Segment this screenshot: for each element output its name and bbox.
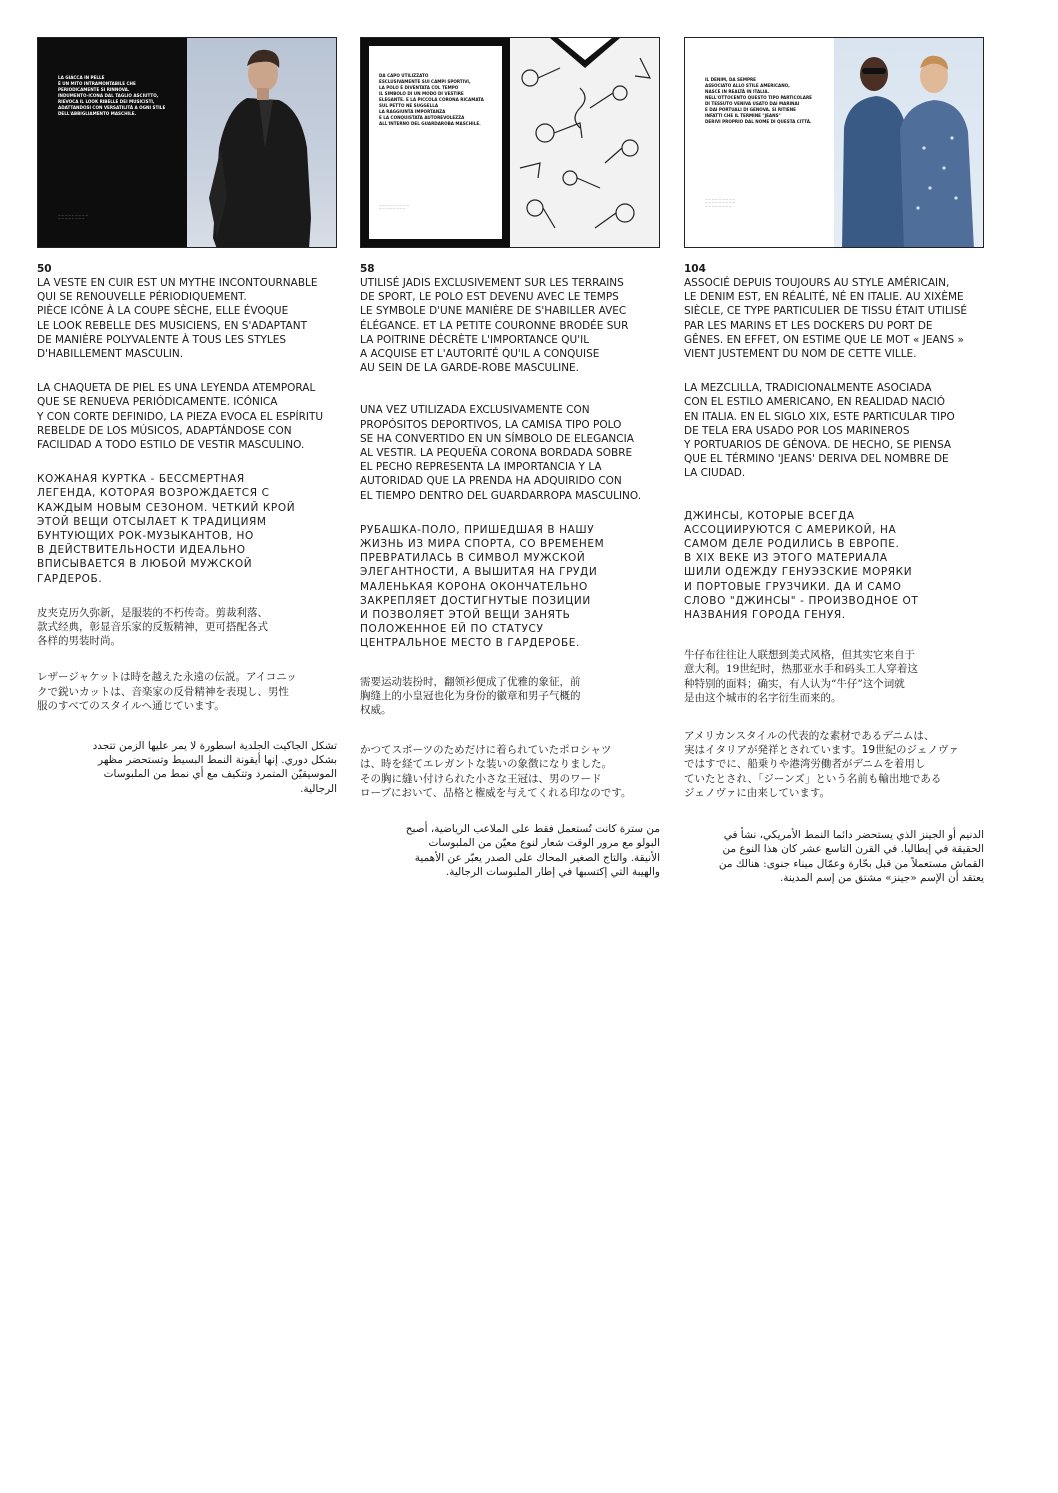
text-spanish: LA CHAQUETA DE PIEL ES UNA LEYENDA ATEMPORAL QUE SE RENUEVA PERIÓDICAMENTE. ICÓNICA Y CON CORTE DEFINIDO, LA PIEZA EVOCA EL ESPÍRITU REBELDE DE LOS MÚSICOS, ADAPTÁNDOSE CON FACILIDAD A TODO ESTILO DE VESTIR MASCULINO. [37, 382, 324, 452]
text-arabic: من سترة كانت تُستعمل فقط على الملاعب الرياضية، أصبح البولو مع مرور الوقت شعار لنوع معيّن من الملبوسات الأنيقة. والتاج الصغير المحاك على الصدر يعبّر عن الأهمية والهيبة التي إكتسبها في إطار الملبوسات الرجالية. [405, 823, 660, 878]
text-russian: РУБАШКА-ПОЛО, ПРИШЕДШАЯ В НАШУ ЖИЗНЬ ИЗ МИРА СПОРТА, СО ВРЕМЕНЕМ ПРЕВРАТИЛАСЬ В СИМВОЛ МУЖСКОЙ ЭЛЕГАНТНОСТИ, А ВЫШИТАЯ НА ГРУДИ МАЛЕНЬКАЯ КОРОНА ОКОНЧАТЕЛЬНО ЗАКРЕПЛЯЕТ ДОСТИГНУТЫЕ ПОЗИЦИИ И ПОЗВОЛЯЕТ ЭТОЙ ВЕЩИ ЗАНЯТЬ ПОЛОЖЕННОЕ ЕЙ ПО СТАТУСУ ЦЕНТРАЛЬНОЕ МЕСТО В ГАРДЕРОБЕ. [360, 523, 605, 650]
magazine-spread-image [360, 37, 660, 248]
page-number: 58 [360, 263, 375, 275]
spread-white-panel [369, 46, 502, 239]
article-column-58 [360, 37, 660, 879]
text-japanese: かつてスポーツのためだけに着られていたポロシャツ は、時を経てエレガントな装いの象徴になりました。 その胸に縫い付けられた小さな王冠は、男のワード ローブにおいて、品格と権威を与えてくれる印なのです。 [360, 744, 632, 799]
man-in-leather-jacket-figure [187, 38, 337, 248]
text-japanese: アメリカンスタイルの代表的な素材であるデニムは、 実はイタリアが発祥とされています。19世紀のジェノヴァ ではすでに、船乗りや港湾労働者がデニムを着用し ていたとされ、「ジーンズ」という名前も輸出地である ジェノヴァに由来しています。 [684, 730, 959, 799]
text-spanish: UNA VEZ UTILIZADA EXCLUSIVAMENTE CON PROPÓSITOS DEPORTIVOS, LA CAMISA TIPO POLO SE HA CONVERTIDO EN UN SÍMBOLO DE ELEGANCIA AL VESTIR. LA PEQUEÑA CORONA BORDADA SOBRE EL PECHO REPRESENTA LA IMPORTANCIA Y LA AUTORIDAD QUE LA PRENDA HA ADQUIRIDO CON EL TIEMPO DENTRO DEL GUARDARROPA MASCULINO. [360, 404, 642, 502]
text-french: LA VESTE EN CUIR EST UN MYTHE INCONTOURNABLE QUI SE RENOUVELLE PÉRIODIQUEMENT. PIÈCE ICÔNE À LA COUPE SÈCHE, ELLE ÉVOQUE LE LOOK REBELLE DES MUSICIENS, EN S'ADAPTANT DE MANIÈRE POLYVALENTE À TOUS LES STYLES D'HABILLEMENT MASCULIN. [37, 277, 318, 361]
article-column-104 [684, 37, 984, 885]
page-number: 104 [684, 263, 706, 275]
text-spanish: LA MEZCLILLA, TRADICIONALMENTE ASOCIADA CON EL ESTILO AMERICANO, EN REALIDAD NACIÓ EN ITALIA. EN EL SIGLO XIX, ESTE PARTICULAR TIPO DE TELA ERA USADO POR LOS MARINEROS Y PORTUARIOS DE GÉNOVA. DE HECHO, SE PIENSA QUE EL TÉRMINO 'JEANS' DERIVA DEL NOMBRE DE LA CIUDAD. [684, 382, 955, 480]
page-number: 50 [37, 263, 52, 275]
text-arabic: تشكل الجاكيت الجلدية اسطورة لا يمر عليها الزمن تتجدد بشكل دوري. إنها أيقونة النمط البسيط وتستحضر مظهر الموسيقيّن المتمرد وتتكيف مع أي نمط من الملبوسات الرجالية. [92, 740, 337, 795]
text-chinese: 牛仔布往往让人联想到美式风格，但其实它来自于 意大利。19世纪时，热那亚水手和码头工人穿着这 种特别的面料；确实，有人认为“牛仔”这个词就 是由这个城市的名字衍生而来的。 [684, 649, 918, 704]
spread-footnote: — — — — — — — — — — — — — — — — — [58, 214, 88, 221]
two-men-in-denim-figure [834, 38, 984, 248]
text-russian: КОЖАНАЯ КУРТКА - БЕССМЕРТНАЯ ЛЕГЕНДА, КОТОРАЯ ВОЗРОЖДАЕТСЯ С КАЖДЫМ НОВЫМ СЕЗОНОМ. ЧЕТКИЙ КРОЙ ЭТОЙ ВЕЩИ ОТСЫЛАЕТ К ТРАДИЦИЯМ БУНТУЮЩИХ РОК-МУЗЫКАНТОВ, НО В ДЕЙСТВИТЕЛЬНОСТИ ИДЕАЛЬНО ВПИСЫВАЕТСЯ В ЛЮБОЙ МУЖСКОЙ ГАРДЕРОБ. [37, 473, 296, 585]
text-arabic: الدنيم أو الجينز الذي يستحضر دائما النمط الأمريكي، نشأ في الحقيقة في إيطاليا. في القرن التاسع عشر كان هذا النوع من القماش مستعملاً من قبل بحّارة وعمّال ميناء جنوى: هنالك من يعتقد أن الإسم «جينز» مشتق من إسم المدينة. [718, 829, 984, 884]
text-chinese: 需要运动装扮时，翻领衫便成了优雅的象征，前 胸缝上的小皇冠也化为身份的徽章和男子气概的 权威。 [360, 675, 581, 717]
text-russian: ДЖИНСЫ, КОТОРЫЕ ВСЕГДА АССОЦИИРУЮТСЯ С АМЕРИКОЙ, НА САМОМ ДЕЛЕ РОДИЛИСЬ В ЕВРОПЕ. В XIX ВЕКЕ ИЗ ЭТОГО МАТЕРИАЛА ШИЛИ ОДЕЖДУ ГЕНУЭЗСКИЕ МОРЯКИ И ПОРТОВЫЕ ГРУЗЧИКИ. ДА И САМО СЛОВО "ДЖИНСЫ" - ПРОИЗВОДНОЕ ОТ НАЗВАНИЯ ГОРОДА ГЕНУЯ. [684, 509, 919, 622]
instrument-pattern-shirt [510, 38, 660, 248]
text-french: ASSOCIÉ DEPUIS TOUJOURS AU STYLE AMÉRICAIN, LE DENIM EST, EN RÉALITÉ, NÉ EN ITALIE. AU XIXÈME SIÈCLE, CE TYPE PARTICULIER DE TISSU ÉTAIT UTILISÉ PAR LES MARINS ET LES DOCKERS DU PORT DE GÊNES. EN EFFET, ON ESTIME QUE LE MOT « JEANS » VIENT JUSTEMENT DU NOM DE CETTE VILLE. [684, 277, 968, 361]
text-french: UTILISÉ JADIS EXCLUSIVEMENT SUR LES TERRAINS DE SPORT, LE POLO EST DEVENU AVEC LE TEMPS LE SYMBOLE D'UNE MANIÈRE DE S'HABILLER AVEC ÉLÉGANCE. ET LA PETITE COURONNE BRODÉE SUR LA POITRINE DÉCRÈTE L'IMPORTANCE QU'IL A ACQUISE ET L'AUTORITÉ QU'IL A CONQUISE AU SEIN DE LA GARDE-ROBE MASCULINE. [360, 277, 629, 375]
music-print-polo-photo [510, 38, 659, 247]
magazine-spread-image [37, 37, 337, 248]
denim-models-photo [834, 38, 983, 247]
leather-jacket-photo [187, 38, 336, 247]
spread-footnote: — — — — — — — — — — — — — — — — — — — — — — — — — — [705, 198, 735, 208]
text-japanese: レザージャケットは時を越えた永遠の伝説。アイコニッ クで鋭いカットは、音楽家の反骨精神を表現し、男性 服のすべてのスタイルへ通じています。 [37, 671, 297, 712]
text-chinese: 皮夹克历久弥新，是服装的不朽传奇。剪裁利落、 款式经典，彰显音乐家的反叛精神，更可搭配各式 各样的男装时尚。 [37, 606, 268, 648]
spread-italian-caption: DA CAPO UTILIZZATO ESCLUSIVAMENTE SUI CAMPI SPORTIVI, LA POLO È DIVENTATA COL TEMPO IL SIMBOLO DI UN MODO DI VESTIRE ELEGANTE. E LA PICCOLA CORONA RICAMATA SUL PETTO NE SUGGELLA LA RAGGIUNTA IMPORTANZA E LA CONQUISTATA AUTOREVOLEZZA ALL'INTERNO DEL GUARDAROBA MASCHILE. [379, 74, 484, 127]
spread-left-page [361, 38, 510, 247]
spread-left-page [38, 38, 187, 247]
spread-footnote: — — — — — — — — — — — — — — — — — [379, 204, 409, 211]
article-column-50 [37, 37, 337, 796]
spread-italian-caption: LA GIACCA IN PELLE È UN MITO INTRAMONTABILE CHE PERIODICAMENTE SI RINNOVA. INDUMENTO-ICONA DAL TAGLIO ASCIUTTO, RIEVOCA IL LOOK RIBELLE DEI MUSICISTI, ADATTANDOSI CON VERSATILITÀ A OGNI STILE DELL'ABBIGLIAMENTO MASCHILE. [58, 76, 166, 117]
spread-italian-caption: IL DENIM, DA SEMPRE ASSOCIATO ALLO STILE AMERICANO, NASCE IN REALTÀ IN ITALIA. NELL'OTTOCENTO QUESTO TIPO PARTICOLARE DI TESSUTO VENIVA USATO DAI MARINAI E DAI PORTUALI DI GENOVA. SI RITIENE INFATTI CHE IL TERMINE "JEANS" DERIVI PROPRIO DAL NOME DI QUESTA CITTÀ. [705, 78, 812, 125]
magazine-spread-image [684, 37, 984, 248]
spread-left-page [685, 38, 834, 247]
